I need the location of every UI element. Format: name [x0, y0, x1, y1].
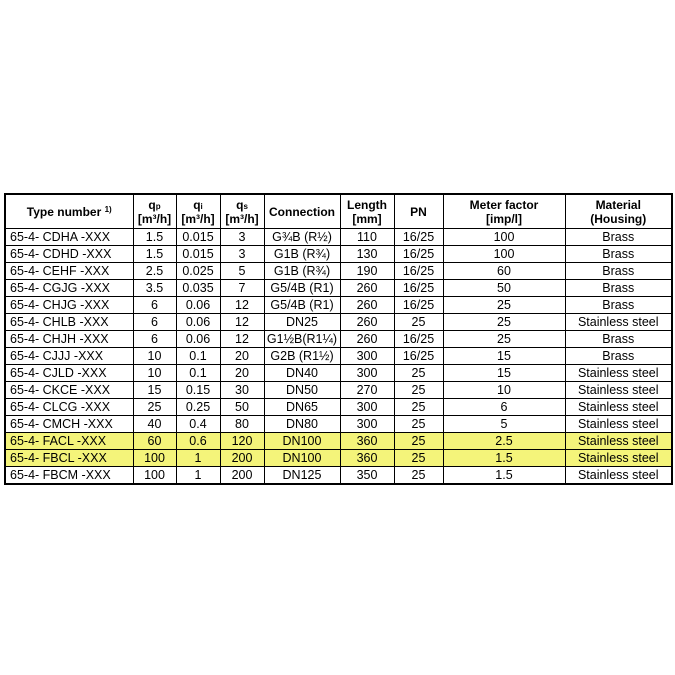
cell-type-number: 65-4- CJLD -XXX	[5, 365, 133, 382]
cell-qi: 0.15	[176, 382, 220, 399]
cell-qp: 25	[133, 399, 176, 416]
cell-length: 260	[340, 280, 394, 297]
cell-qi: 0.015	[176, 229, 220, 246]
cell-type-number: 65-4- CMCH -XXX	[5, 416, 133, 433]
cell-qi: 0.015	[176, 246, 220, 263]
cell-qs: 200	[220, 467, 264, 485]
table-body	[5, 229, 672, 485]
cell-type-number: 65-4- CDHD -XXX	[5, 246, 133, 263]
cell-pn: 16/25	[394, 348, 443, 365]
cell-meter-factor: 50	[443, 280, 565, 297]
cell-material: Brass	[565, 348, 672, 365]
cell-connection: G1½B(R1¼)	[264, 331, 340, 348]
cell-pn: 16/25	[394, 280, 443, 297]
cell-pn: 25	[394, 314, 443, 331]
cell-length: 270	[340, 382, 394, 399]
cell-qs: 12	[220, 331, 264, 348]
cell-qp: 6	[133, 314, 176, 331]
header-length-label: Length	[347, 197, 387, 212]
cell-length: 110	[340, 229, 394, 246]
cell-material: Brass	[565, 331, 672, 348]
cell-meter-factor: 25	[443, 331, 565, 348]
header-meter-factor-unit: [imp/l]	[486, 211, 522, 226]
header-qp-symbol: q	[148, 197, 156, 212]
header-length-unit: [mm]	[352, 211, 382, 226]
cell-connection: DN100	[264, 433, 340, 450]
cell-qi: 0.025	[176, 263, 220, 280]
cell-qs: 80	[220, 416, 264, 433]
header-qs-symbol: q	[236, 197, 244, 212]
cell-qp: 15	[133, 382, 176, 399]
cell-qp: 6	[133, 297, 176, 314]
cell-meter-factor: 1.5	[443, 450, 565, 467]
cell-qi: 0.035	[176, 280, 220, 297]
cell-pn: 16/25	[394, 297, 443, 314]
header-type-footnote: 1)	[104, 204, 112, 214]
cell-qs: 50	[220, 399, 264, 416]
cell-qp: 1.5	[133, 229, 176, 246]
cell-qp: 40	[133, 416, 176, 433]
table-row	[5, 314, 672, 331]
cell-qp: 3.5	[133, 280, 176, 297]
header-qp	[133, 194, 176, 229]
cell-qp: 2.5	[133, 263, 176, 280]
cell-connection: G5/4B (R1)	[264, 280, 340, 297]
cell-qp: 10	[133, 365, 176, 382]
cell-length: 300	[340, 348, 394, 365]
cell-qs: 3	[220, 229, 264, 246]
cell-length: 300	[340, 416, 394, 433]
cell-material: Stainless steel	[565, 365, 672, 382]
table-row	[5, 399, 672, 416]
cell-connection: G¾B (R½)	[264, 229, 340, 246]
cell-connection: G1B (R¾)	[264, 263, 340, 280]
table-row	[5, 229, 672, 246]
cell-pn: 25	[394, 433, 443, 450]
header-qs-sub: s	[243, 201, 248, 211]
cell-material: Stainless steel	[565, 433, 672, 450]
cell-material: Brass	[565, 297, 672, 314]
cell-pn: 25	[394, 365, 443, 382]
cell-qs: 12	[220, 297, 264, 314]
header-qi-symbol: q	[193, 197, 201, 212]
cell-qi: 1	[176, 467, 220, 485]
cell-qi: 0.06	[176, 314, 220, 331]
table-row	[5, 433, 672, 450]
cell-qs: 20	[220, 365, 264, 382]
cell-connection: DN50	[264, 382, 340, 399]
cell-qs: 200	[220, 450, 264, 467]
cell-qs: 12	[220, 314, 264, 331]
cell-type-number: 65-4- FBCL -XXX	[5, 450, 133, 467]
cell-qp: 100	[133, 450, 176, 467]
table-row	[5, 467, 672, 485]
table-row	[5, 450, 672, 467]
header-material	[565, 194, 672, 229]
table-row	[5, 382, 672, 399]
header-qp-unit: [m³/h]	[137, 211, 172, 226]
table-header-row	[5, 194, 672, 229]
header-meter-factor-label: Meter factor	[469, 197, 539, 212]
cell-meter-factor: 15	[443, 365, 565, 382]
cell-meter-factor: 25	[443, 297, 565, 314]
cell-qi: 0.1	[176, 348, 220, 365]
cell-material: Brass	[565, 280, 672, 297]
cell-pn: 25	[394, 382, 443, 399]
cell-pn: 25	[394, 450, 443, 467]
cell-type-number: 65-4- FBCM -XXX	[5, 467, 133, 485]
header-pn: PN	[394, 194, 443, 229]
header-meter-factor	[443, 194, 565, 229]
table-row	[5, 246, 672, 263]
cell-qs: 20	[220, 348, 264, 365]
cell-qi: 0.06	[176, 297, 220, 314]
cell-qi: 0.1	[176, 365, 220, 382]
cell-pn: 16/25	[394, 263, 443, 280]
cell-material: Stainless steel	[565, 416, 672, 433]
cell-material: Brass	[565, 229, 672, 246]
cell-qs: 30	[220, 382, 264, 399]
table-row	[5, 416, 672, 433]
cell-connection: DN100	[264, 450, 340, 467]
header-length	[340, 194, 394, 229]
cell-length: 130	[340, 246, 394, 263]
header-material-sub: (Housing)	[590, 211, 647, 226]
cell-material: Stainless steel	[565, 450, 672, 467]
cell-length: 260	[340, 314, 394, 331]
table-row	[5, 331, 672, 348]
cell-pn: 16/25	[394, 229, 443, 246]
cell-type-number: 65-4- FACL -XXX	[5, 433, 133, 450]
cell-qs: 5	[220, 263, 264, 280]
cell-type-number: 65-4- CDHA -XXX	[5, 229, 133, 246]
cell-meter-factor: 100	[443, 229, 565, 246]
cell-material: Brass	[565, 246, 672, 263]
header-qs	[220, 194, 264, 229]
cell-length: 360	[340, 450, 394, 467]
header-qi-unit: [m³/h]	[181, 211, 215, 226]
header-qi-sub: i	[200, 201, 203, 211]
cell-qp: 10	[133, 348, 176, 365]
cell-material: Stainless steel	[565, 399, 672, 416]
cell-connection: DN65	[264, 399, 340, 416]
header-type-label: Type number	[26, 204, 105, 219]
table-row	[5, 297, 672, 314]
cell-meter-factor: 15	[443, 348, 565, 365]
cell-meter-factor: 2.5	[443, 433, 565, 450]
cell-qi: 0.4	[176, 416, 220, 433]
cell-material: Stainless steel	[565, 467, 672, 485]
header-type-number	[5, 194, 133, 229]
header-connection: Connection	[264, 194, 340, 229]
cell-meter-factor: 6	[443, 399, 565, 416]
cell-length: 360	[340, 433, 394, 450]
cell-pn: 16/25	[394, 246, 443, 263]
cell-connection: DN125	[264, 467, 340, 485]
cell-connection: G5/4B (R1)	[264, 297, 340, 314]
cell-length: 300	[340, 399, 394, 416]
table-row	[5, 348, 672, 365]
cell-length: 190	[340, 263, 394, 280]
cell-material: Stainless steel	[565, 314, 672, 331]
cell-pn: 25	[394, 467, 443, 485]
cell-qi: 0.06	[176, 331, 220, 348]
spec-table-container	[4, 193, 671, 485]
cell-material: Brass	[565, 263, 672, 280]
cell-connection: G1B (R¾)	[264, 246, 340, 263]
cell-type-number: 65-4- CHJH -XXX	[5, 331, 133, 348]
cell-meter-factor: 5	[443, 416, 565, 433]
cell-connection: G2B (R1½)	[264, 348, 340, 365]
cell-qp: 1.5	[133, 246, 176, 263]
cell-type-number: 65-4- CHJG -XXX	[5, 297, 133, 314]
cell-meter-factor: 60	[443, 263, 565, 280]
cell-qp: 100	[133, 467, 176, 485]
cell-connection: DN40	[264, 365, 340, 382]
cell-qs: 3	[220, 246, 264, 263]
cell-meter-factor: 1.5	[443, 467, 565, 485]
water-meter-spec-table	[4, 193, 673, 485]
cell-qi: 0.25	[176, 399, 220, 416]
cell-length: 350	[340, 467, 394, 485]
cell-connection: DN25	[264, 314, 340, 331]
cell-qi: 0.6	[176, 433, 220, 450]
cell-type-number: 65-4- CKCE -XXX	[5, 382, 133, 399]
cell-meter-factor: 100	[443, 246, 565, 263]
header-qp-sub: p	[155, 201, 161, 211]
cell-qp: 60	[133, 433, 176, 450]
table-row	[5, 263, 672, 280]
cell-pn: 25	[394, 399, 443, 416]
cell-length: 260	[340, 297, 394, 314]
cell-length: 300	[340, 365, 394, 382]
header-qs-unit: [m³/h]	[225, 211, 259, 226]
header-qi	[176, 194, 220, 229]
cell-qp: 6	[133, 331, 176, 348]
cell-pn: 16/25	[394, 331, 443, 348]
cell-qi: 1	[176, 450, 220, 467]
cell-qs: 7	[220, 280, 264, 297]
cell-meter-factor: 25	[443, 314, 565, 331]
header-material-label: Material	[595, 197, 641, 212]
table-row	[5, 365, 672, 382]
cell-type-number: 65-4- CEHF -XXX	[5, 263, 133, 280]
cell-connection: DN80	[264, 416, 340, 433]
cell-type-number: 65-4- CLCG -XXX	[5, 399, 133, 416]
cell-type-number: 65-4- CJJJ -XXX	[5, 348, 133, 365]
cell-length: 260	[340, 331, 394, 348]
table-row	[5, 280, 672, 297]
cell-qs: 120	[220, 433, 264, 450]
cell-pn: 25	[394, 416, 443, 433]
cell-type-number: 65-4- CGJG -XXX	[5, 280, 133, 297]
cell-material: Stainless steel	[565, 382, 672, 399]
cell-meter-factor: 10	[443, 382, 565, 399]
cell-type-number: 65-4- CHLB -XXX	[5, 314, 133, 331]
